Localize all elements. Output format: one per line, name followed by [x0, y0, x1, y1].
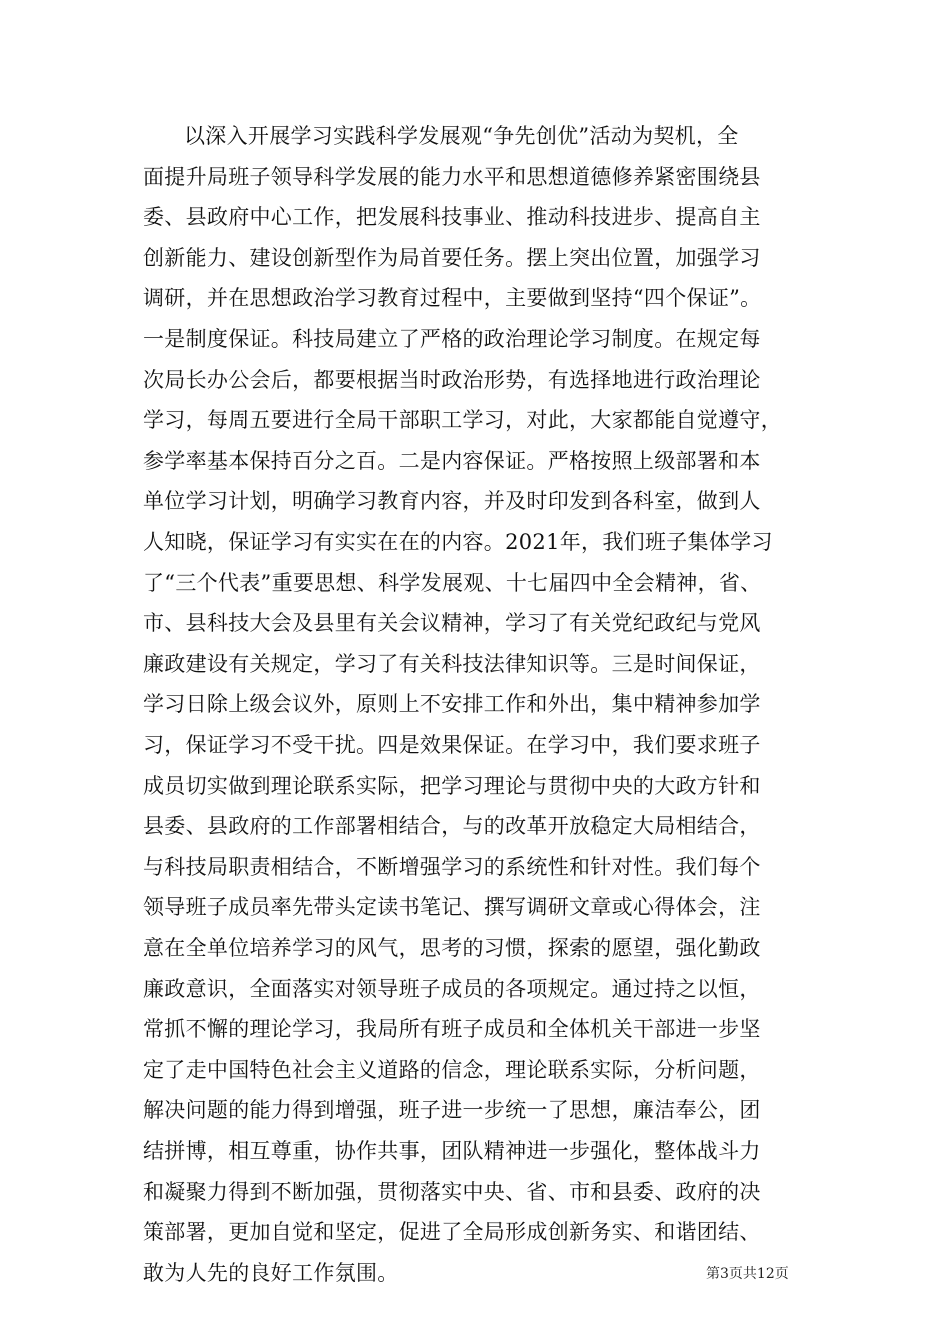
text-line: 市、县科技大会及县里有关会议精神，学习了有关党纪政纪与党风 [143, 611, 761, 635]
text-line: 习，保证学习不受干扰。四是效果保证。在学习中，我们要求班子 [143, 733, 761, 757]
text-line: 了“三个代表”重要思想、科学发展观、十七届四中全会精神，省、 [143, 571, 762, 595]
text-line: 人知晓，保证学习有实实在在的内容。2021年，我们班子集体学习 [143, 530, 773, 554]
text-line: 结拼博，相互尊重，协作共事，团队精神进一步强化，整体战斗力 [143, 1139, 761, 1163]
text-line: 以深入开展学习实践科学发展观“争先创优”活动为契机，全 [184, 124, 739, 148]
text-line: 敢为人先的良好工作氛围。 [143, 1261, 399, 1285]
text-line: 常抓不懈的理论学习，我局所有班子成员和全体机关干部进一步坚 [143, 1017, 761, 1041]
text-line: 廉政意识，全面落实对领导班子成员的各项规定。通过持之以恒， [143, 977, 761, 1001]
text-line: 一是制度保证。科技局建立了严格的政治理论学习制度。在规定每 [143, 327, 761, 351]
text-line: 学习，每周五要进行全局干部职工学习，对此，大家都能自觉遵守， [143, 408, 782, 432]
text-line: 面提升局班子领导科学发展的能力水平和思想道德修养紧密围绕县 [143, 165, 761, 189]
text-line: 县委、县政府的工作部署相结合，与的改革开放稳定大局相结合， [143, 814, 761, 838]
page-number-footer: 第3页共12页 [706, 1266, 789, 1282]
text-line: 定了走中国特色社会主义道路的信念，理论联系实际，分析问题， [143, 1058, 761, 1082]
text-line: 策部署，更加自觉和坚定，促进了全局形成创新务实、和谐团结、 [143, 1220, 761, 1244]
text-line: 次局长办公会后，都要根据当时政治形势，有选择地进行政治理论 [143, 368, 761, 392]
text-line: 参学率基本保持百分之百。二是内容保证。严格按照上级部署和本 [143, 449, 761, 473]
text-line: 成员切实做到理论联系实际，把学习理论与贯彻中央的大政方针和 [143, 774, 761, 798]
text-line: 单位学习计划，明确学习教育内容，并及时印发到各科室，做到人 [143, 489, 761, 513]
text-line: 学习日除上级会议外，原则上不安排工作和外出，集中精神参加学 [143, 692, 761, 716]
text-line: 委、县政府中心工作，把发展科技事业、推动科技进步、提高自主 [143, 205, 761, 229]
text-line: 意在全单位培养学习的风气，思考的习惯，探索的愿望，强化勤政 [143, 936, 761, 960]
text-line: 创新能力、建设创新型作为局首要任务。摆上突出位置，加强学习 [143, 246, 761, 270]
text-line: 廉政建设有关规定，学习了有关科技法律知识等。三是时间保证， [143, 652, 761, 676]
text-line: 和凝聚力得到不断加强，贯彻落实中央、省、市和县委、政府的决 [143, 1180, 761, 1204]
text-line: 与科技局职责相结合，不断增强学习的系统性和针对性。我们每个 [143, 855, 761, 879]
text-line: 调研，并在思想政治学习教育过程中，主要做到坚持“四个保证”。 [143, 286, 762, 310]
text-line: 领导班子成员率先带头定读书笔记、撰写调研文章或心得体会，注 [143, 895, 761, 919]
text-line: 解决问题的能力得到增强，班子进一步统一了思想，廉洁奉公，团 [143, 1098, 761, 1122]
